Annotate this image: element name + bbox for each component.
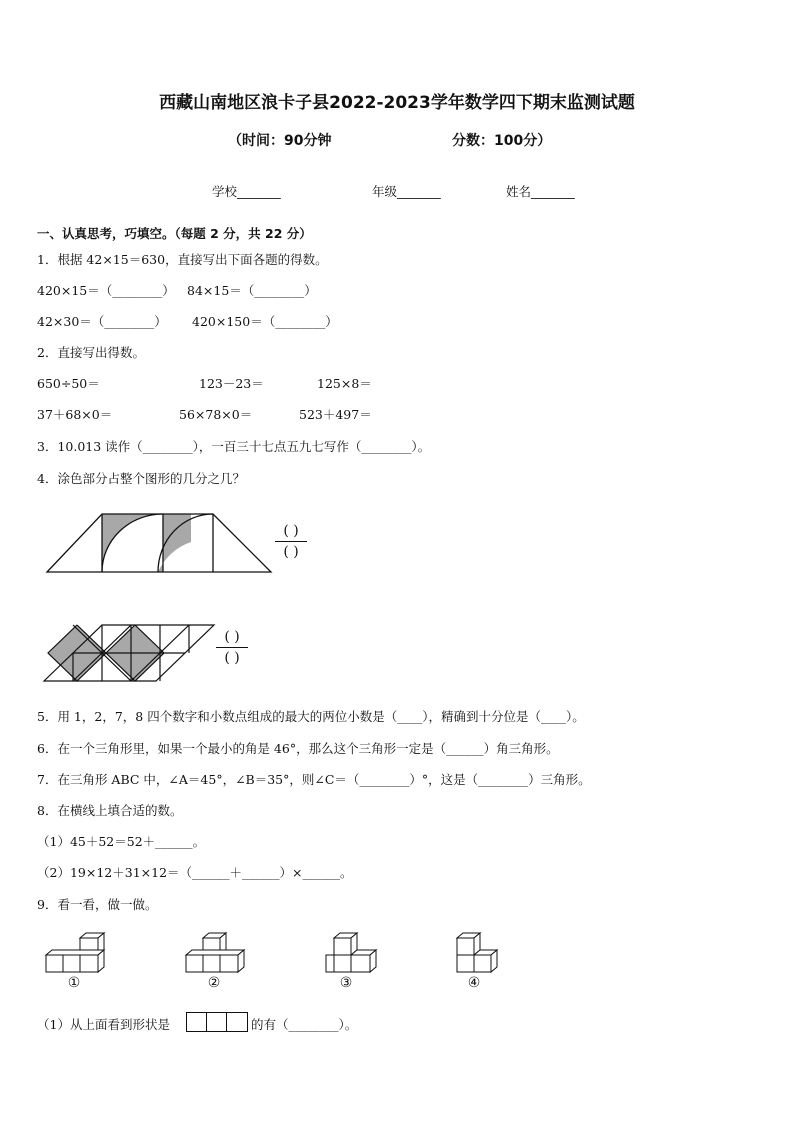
shape-square — [227, 1013, 247, 1031]
cube-label-4: ④ — [467, 975, 481, 991]
shape-square — [207, 1013, 227, 1031]
question-1b[interactable]: 84×15＝（________） — [187, 283, 317, 298]
question-1d[interactable]: 420×150＝（________） — [192, 314, 338, 329]
cube-label-1: ① — [67, 975, 81, 991]
question-1c[interactable]: 42×30＝（________） — [37, 314, 167, 329]
question-8: 8．在横线上填合适的数。 — [37, 803, 183, 818]
name-field[interactable]: 姓名_______ — [506, 184, 575, 199]
fraction-answer-1[interactable]: ( ) ( ) — [275, 522, 307, 561]
question-2: 2．直接写出得数。 — [37, 345, 145, 360]
grade-field[interactable]: 年级_______ — [372, 184, 441, 199]
cube-figure-2 — [184, 932, 248, 974]
question-2f[interactable]: 523＋497＝ — [299, 407, 372, 422]
question-7[interactable]: 7．在三角形 ABC 中，∠A＝45°，∠B＝35°，则∠C＝（________）°，这是（________）三角形。 — [37, 772, 591, 787]
three-square-shape — [186, 1012, 248, 1032]
cube-label-3: ③ — [339, 975, 353, 991]
question-1: 1．根据 42×15＝630，直接写出下面各题的得数。 — [37, 252, 328, 267]
shape-square — [187, 1013, 207, 1031]
cube-label-2: ② — [207, 975, 221, 991]
page-title: 西藏山南地区浪卡子县2022-2023学年数学四下期末监测试题 — [159, 93, 635, 113]
exam-time: （时间：90分钟 — [228, 133, 332, 149]
question-2b[interactable]: 123－23＝ — [199, 376, 264, 391]
question-2a[interactable]: 650÷50＝ — [37, 376, 100, 391]
question-8a[interactable]: （1）45＋52＝52＋______。 — [37, 834, 206, 849]
section-heading: 一、认真思考，巧填空。（每题 2 分，共 22 分） — [37, 226, 312, 241]
parallelogram-figure — [42, 622, 218, 684]
school-field[interactable]: 学校_______ — [212, 184, 281, 199]
question-2d[interactable]: 37＋68×0＝ — [37, 407, 113, 422]
cube-figure-1 — [44, 932, 108, 974]
question-2c[interactable]: 125×8＝ — [317, 376, 372, 391]
cube-figure-4 — [455, 932, 501, 974]
question-2e[interactable]: 56×78×0＝ — [179, 407, 253, 422]
question-9a-suffix[interactable]: 的有（________）。 — [251, 1017, 358, 1032]
question-9: 9．看一看，做一做。 — [37, 897, 158, 912]
cube-figure-3 — [324, 932, 380, 974]
question-9a-prefix: （1）从上面看到形状是 — [37, 1017, 170, 1032]
question-6[interactable]: 6．在一个三角形里，如果一个最小的角是 46°，那么这个三角形一定是（______）角三角形。 — [37, 741, 559, 756]
question-1a[interactable]: 420×15＝（________） — [37, 283, 175, 298]
fraction-answer-2[interactable]: ( ) ( ) — [216, 628, 248, 667]
question-4: 4．涂色部分占整个图形的几分之几？ — [37, 471, 245, 486]
exam-score: 分数：100分） — [452, 133, 552, 149]
question-8b[interactable]: （2）19×12＋31×12＝（______＋______）×______。 — [37, 865, 353, 880]
question-3[interactable]: 3．10.013 读作（________），一百三十七点五九七写作（________）。 — [37, 439, 431, 454]
trapezoid-figure — [45, 512, 275, 574]
question-5[interactable]: 5．用 1，2，7，8 四个数字和小数点组成的最大的两位小数是（____），精确到十分位是（____）。 — [37, 709, 585, 724]
